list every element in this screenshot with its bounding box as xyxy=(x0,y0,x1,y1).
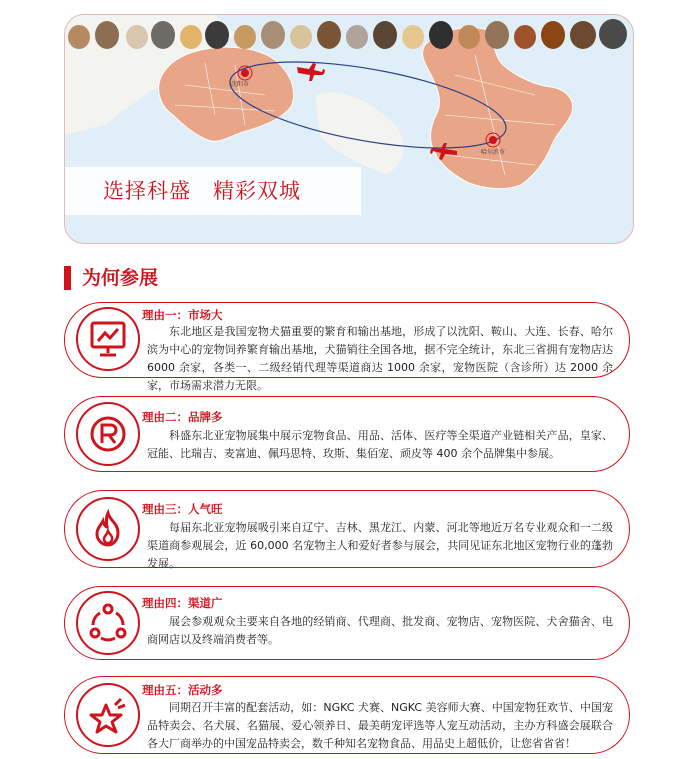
city-label-shenyang: 沈阳市 xyxy=(231,81,250,88)
reason-icon-circle xyxy=(76,497,140,561)
reason-body: 东北地区是我国宠物犬猫重要的繁育和输出基地，形成了以沈阳、鞍山、大连、长春、哈尔滨为中心的宠物饲养繁育输出基地，犬猫销往全国各地，据不完全统计，东北三省拥有宠物店达 6000 余家，各类一、二级经销代理等渠道商达 1000 余家，宠物医院（含诊所）达 2000 余家，市场需求潜力无限。 xyxy=(147,325,613,392)
reason-body: 同期召开丰富的配套活动，如：NGKC 犬赛、NGKC 美容师大赛、中国宠物狂欢节、中国宠品特卖会、名犬展、名猫展、爱心领养日、最美萌宠评选等人宠互动活动，主办方科盛会展联合各大厂商举办的中国宠品特卖会，数千种知名宠物食品、用品史上超低价，让您省省省！ xyxy=(147,701,613,750)
reason-card-brands xyxy=(64,396,630,472)
city-label-harbin: 哈尔滨市 xyxy=(481,149,506,156)
reason-card-popularity xyxy=(64,490,630,568)
reason-body: 展会参观观众主要来自各地的经销商、代理商、批发商、宠物店、宠物医院、犬舍猫舍、电商网店以及终端消费者等。 xyxy=(147,615,613,646)
reason-icon-circle xyxy=(76,591,140,655)
slogan-part-2: 精彩双城 xyxy=(213,179,301,203)
section-title-bar xyxy=(64,266,71,290)
reason-card-market xyxy=(64,302,630,392)
plane-icon xyxy=(297,63,325,81)
heilongjiang-province xyxy=(423,28,573,189)
section-title: 为何参展 xyxy=(82,267,159,289)
reason-title: 理由五：活动多 xyxy=(142,683,223,697)
reason-title: 理由三：人气旺 xyxy=(142,502,223,516)
reason-body: 科盛东北亚宠物展集中展示宠物食品、用品、活体、医疗等全渠道产业链相关产品，皇家、冠能、比瑞吉、麦富迪、佩玛思特、玫斯、集佰宠、顽皮等 400 余个品牌集中参展。 xyxy=(147,429,613,460)
liaoning-province xyxy=(159,47,294,141)
network-cycle-icon xyxy=(88,603,128,643)
slogan xyxy=(103,175,323,205)
reason-icon-circle xyxy=(76,683,140,747)
registered-trademark-icon xyxy=(88,414,128,454)
reason-card-channels xyxy=(64,586,630,660)
hero-map-banner xyxy=(64,14,634,244)
reason-title: 理由一：市场大 xyxy=(142,308,223,322)
star-burst-icon xyxy=(88,695,128,735)
reason-body: 每届东北亚宠物展吸引来自辽宁、吉林、黑龙江、内蒙、河北等地近万名专业观众和一二级渠道商参观展会，近 60,000 名宠物主人和爱好者参与展会，共同见证东北地区宠物行业的蓬勃发展。 xyxy=(147,521,613,570)
presentation-chart-icon xyxy=(88,319,128,359)
reason-icon-circle xyxy=(76,307,140,371)
reason-title: 理由四：渠道广 xyxy=(142,596,223,610)
flame-icon xyxy=(88,509,128,549)
reason-title: 理由二：品牌多 xyxy=(142,410,223,424)
reason-icon-circle xyxy=(76,402,140,466)
slogan-part-1: 选择科盛 xyxy=(103,179,191,203)
reason-card-activities xyxy=(64,676,630,754)
pets-row-graphic xyxy=(65,15,633,49)
